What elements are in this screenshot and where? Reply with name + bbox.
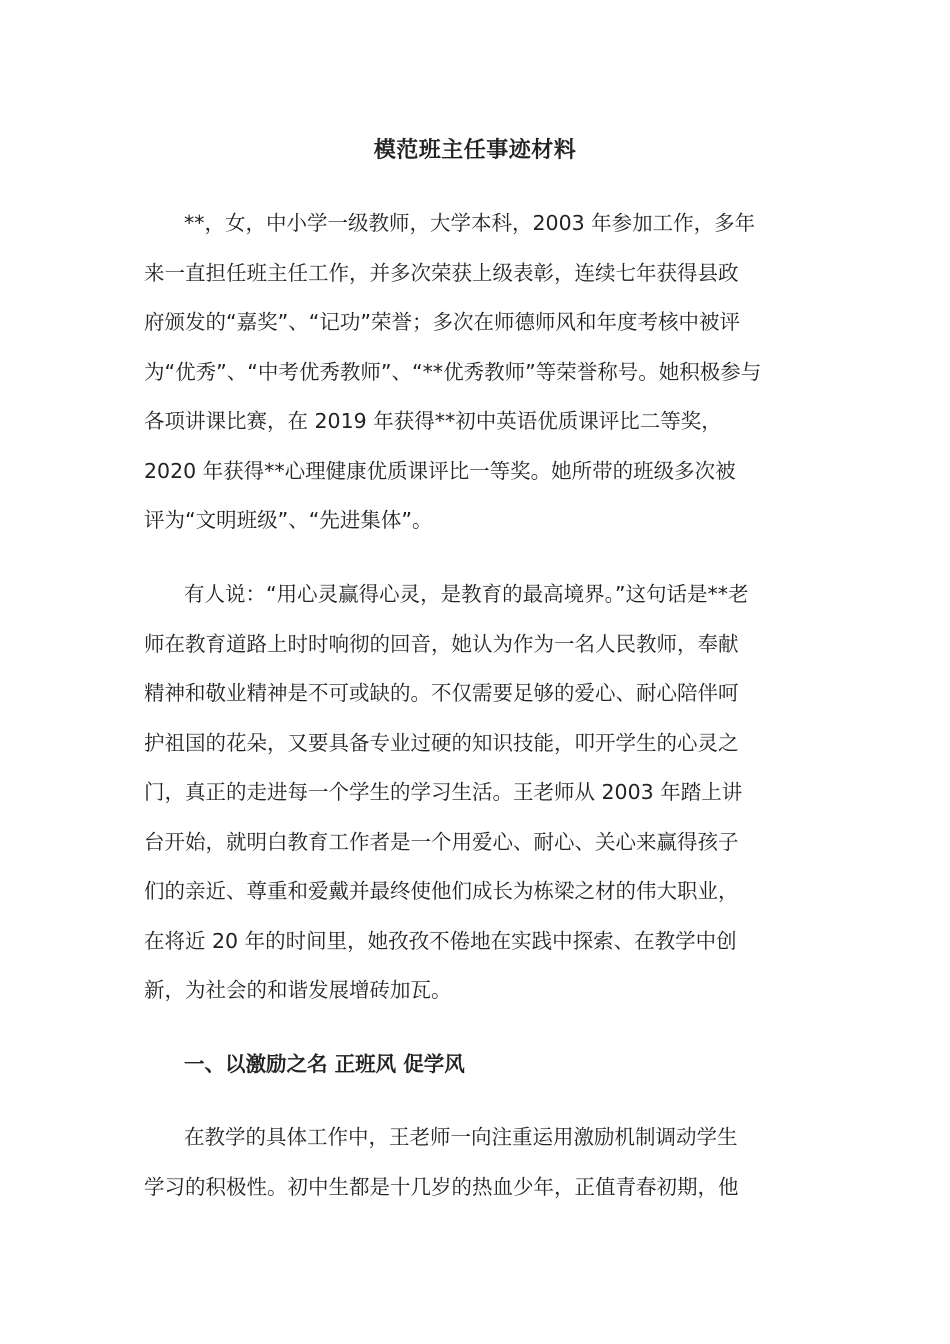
paragraph-2 [144, 570, 810, 1016]
document-title: 模范班主任事迹材料 [373, 138, 577, 163]
paragraph-line: 护祖国的花朵，又要具备专业过硬的知识技能，叩开学生的心灵之 [144, 730, 739, 755]
paragraph-line: 新，为社会的和谐发展增砖加瓦。 [144, 978, 452, 1002]
paragraph-line: 学习的积极性。初中生都是十几岁的热血少年，正值青春初期，他 [144, 1174, 739, 1199]
paragraph-line: 来一直担任班主任工作，并多次荣获上级表彰，连续七年获得县政 [144, 260, 739, 285]
paragraph-line: 府颁发的“嘉奖”、“记功”荣誉；多次在师德师风和年度考核中被评 [144, 310, 740, 334]
paragraph-line: **，女，中小学一级教师，大学本科，2003 年参加工作，多年 [184, 211, 756, 235]
paragraph-3 [144, 1113, 810, 1212]
paragraph-line: 们的亲近、尊重和爱戴并最终使他们成长为栋梁之材的伟大职业， [144, 879, 739, 903]
paragraph-1 [144, 199, 810, 546]
paragraph-line: 台开始，就明白教育工作者是一个用爱心、耐心、关心来赢得孩子 [144, 829, 739, 854]
paragraph-line: 精神和敬业精神是不可或缺的。不仅需要足够的爱心、耐心陪伴呵 [144, 681, 739, 705]
paragraph-line: 为“优秀”、“中考优秀教师”、“**优秀教师”等荣誉称号。她积极参与 [144, 359, 762, 384]
section-heading: 一、以激励之名 正班风 促学风 [184, 1052, 465, 1076]
paragraph-line: 有人说：“用心灵赢得心灵，是教育的最高境界。”这句话是**老 [184, 582, 749, 606]
paragraph-line: 在将近 20 年的时间里，她孜孜不倦地在实践中探索、在教学中创 [144, 928, 737, 953]
paragraph-line: 评为“文明班级”、“先进集体”。 [144, 508, 433, 532]
paragraph-line: 师在教育道路上时时响彻的回音，她认为作为一名人民教师，奉献 [144, 631, 739, 656]
paragraph-line: 在教学的具体工作中，王老师一向注重运用激励机制调动学生 [184, 1125, 738, 1149]
paragraph-line: 2020 年获得**心理健康优质课评比一等奖。她所带的班级多次被 [144, 458, 736, 483]
paragraph-line: 各项讲课比赛，在 2019 年获得**初中英语优质课评比二等奖， [144, 409, 722, 433]
paragraph-line: 门，真正的走进每一个学生的学习生活。王老师从 2003 年踏上讲 [144, 780, 743, 804]
